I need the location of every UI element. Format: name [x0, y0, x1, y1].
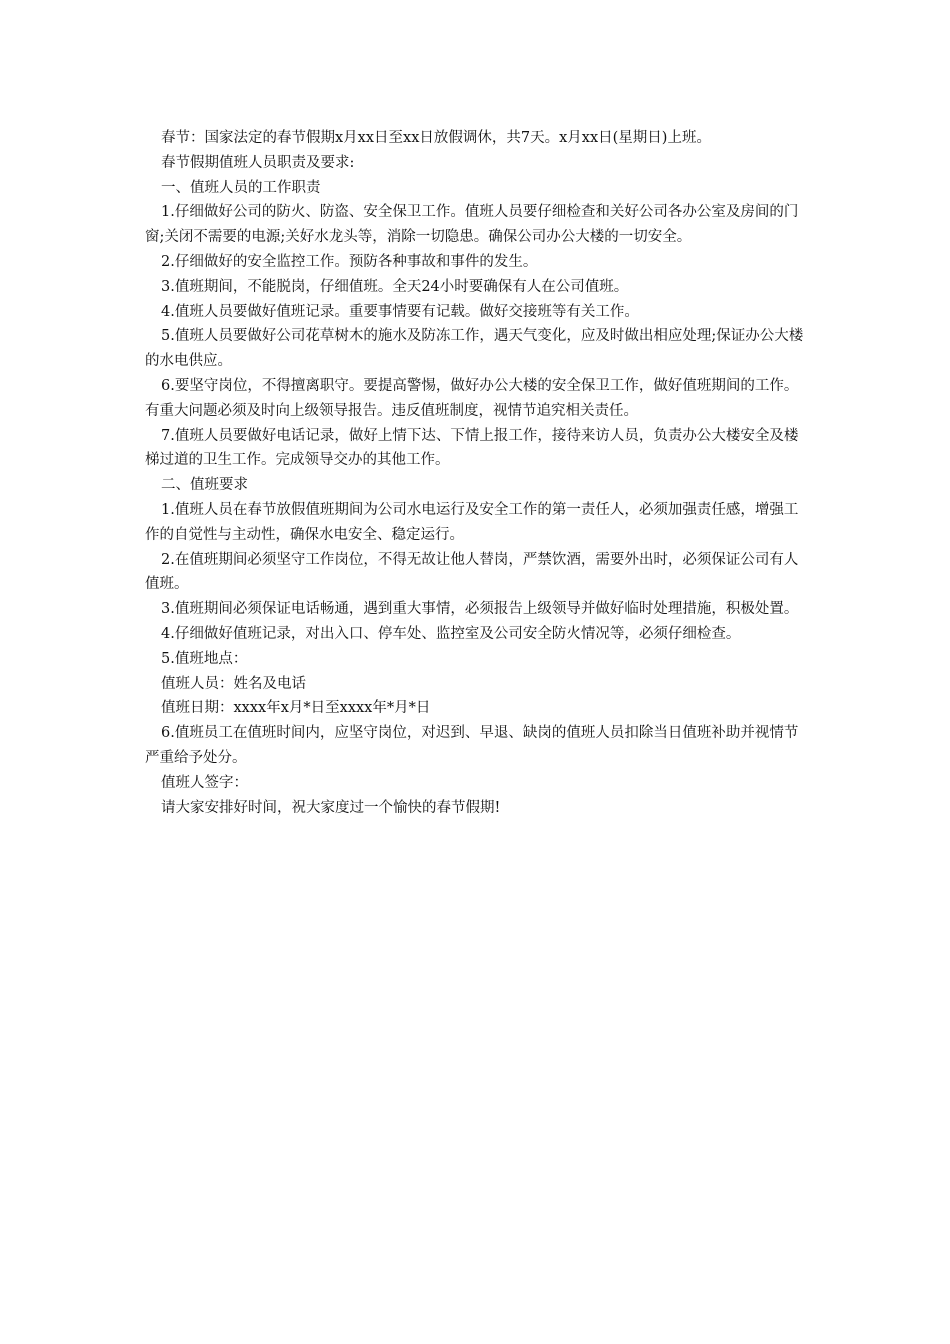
duty-personnel-line: 值班人员：姓名及电话 — [161, 675, 306, 692]
requirement-item-4: 4.仔细做好值班记录，对出入口、停车处、监控室及公司安全防火情况等，必须仔细检查。 — [161, 625, 741, 642]
requirement-item-6: 6.值班员工在值班时间内，应坚守岗位，对迟到、早退、缺岗的值班人员扣除当日值班补助并视情节严重给予处分。 — [145, 725, 799, 766]
section-heading-responsibilities: 一、值班人员的工作职责 — [161, 179, 321, 196]
responsibility-item-5: 5.值班人员要做好公司花草树木的施水及防冻工作，遇天气变化，应及时做出相应处理;保证办公大楼的水电供应。 — [145, 328, 804, 370]
responsibility-item-2: 2.仔细做好的安全监控工作。预防各种事故和事件的发生。 — [161, 253, 538, 270]
responsibility-item-3: 3.值班期间，不能脱岗，仔细值班。全天24小时要确保有人在公司值班。 — [161, 278, 629, 295]
requirement-item-1: 1.值班人员在春节放假值班期间为公司水电运行及安全工作的第一责任人，必须加强责任感，增强工作的自觉性与主动性，确保水电安全、稳定运行。 — [145, 501, 799, 543]
document-body — [145, 126, 810, 820]
responsibility-item-6: 6.要坚守岗位，不得擅离职守。要提高警惕，做好办公大楼的安全保卫工作，做好值班期间的工作。有重大问题必须及时向上级领导报告。违反值班制度，视情节追究相关责任。 — [145, 377, 799, 419]
duty-date-line: 值班日期：xxxx年x月*日至xxxx年*月*日 — [161, 700, 431, 717]
requirement-item-5: 5.值班地点： — [161, 650, 248, 667]
section-heading-requirements: 二、值班要求 — [161, 477, 248, 494]
signature-line: 值班人签字： — [161, 774, 248, 791]
responsibility-item-4: 4.值班人员要做好值班记录。重要事情要有记载。做好交接班等有关工作。 — [161, 303, 639, 320]
duty-requirements-heading: 春节假期值班人员职责及要求: — [161, 154, 355, 171]
intro-holiday-notice: 春节：国家法定的春节假期x月xx日至xx日放假调休，共7天。x月xx日(星期日)上班。 — [161, 130, 711, 146]
responsibility-item-1: 1.仔细做好公司的防火、防盗、安全保卫工作。值班人员要仔细检查和关好公司各办公室及房间的门窗;关闭不需要的电源;关好水龙头等，消除一切隐患。确保公司办公大楼的一切安全。 — [145, 204, 799, 246]
responsibility-item-7: 7.值班人员要做好电话记录，做好上情下达、下情上报工作，接待来访人员，负责办公大楼安全及楼梯过道的卫生工作。完成领导交办的其他工作。 — [145, 427, 799, 469]
requirement-item-2: 2.在值班期间必须坚守工作岗位，不得无故让他人替岗，严禁饮酒，需要外出时，必须保证公司有人值班。 — [145, 551, 799, 593]
closing-greeting: 请大家安排好时间，祝大家度过一个愉快的春节假期! — [161, 799, 501, 816]
requirement-item-3: 3.值班期间必须保证电话畅通，遇到重大事情，必须报告上级领导并做好临时处理措施，积极处置。 — [161, 601, 799, 618]
